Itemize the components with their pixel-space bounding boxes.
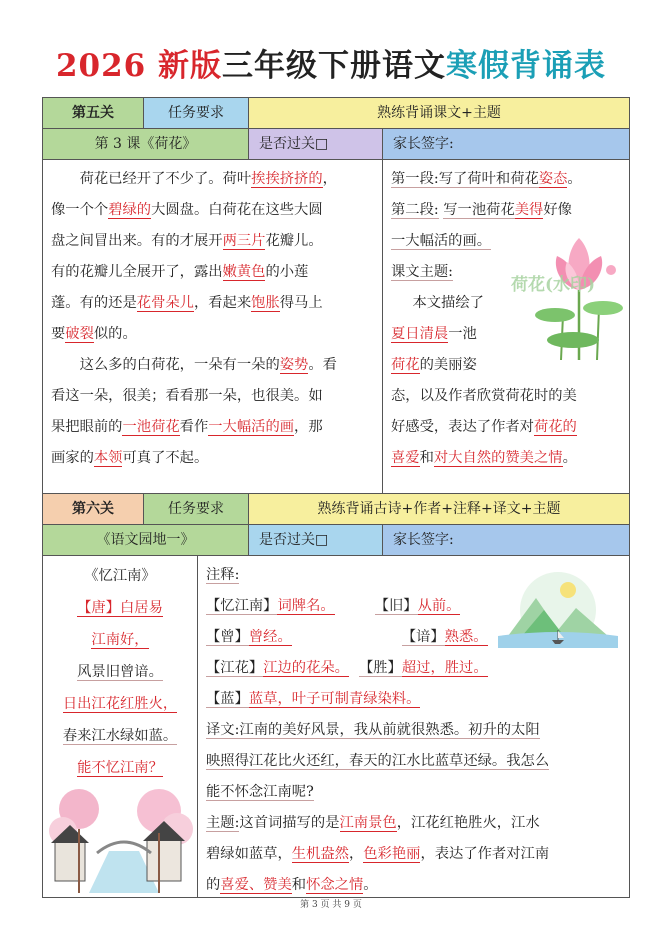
note-def: 词牌名。 xyxy=(277,598,335,614)
keyword: 饱胀 xyxy=(251,295,280,311)
text-seg: 要 xyxy=(51,326,66,342)
theme-text: 一池 xyxy=(448,326,477,342)
keyword: 生机盎然 xyxy=(291,846,349,862)
keyword: 花骨朵儿 xyxy=(136,295,194,311)
note-term: 【蓝】 xyxy=(206,691,249,707)
text-seg: 有的花瓣儿全展开了，露出 xyxy=(51,264,223,280)
poem-text xyxy=(43,556,197,784)
keyword: 姿态 xyxy=(538,171,568,187)
lesson-text xyxy=(43,160,382,474)
level6-body xyxy=(43,556,629,897)
text-seg: ，那 xyxy=(294,419,323,435)
level6-header-row xyxy=(43,494,629,525)
text-seg: 大圆盘。白荷花在这些大圆 xyxy=(151,202,323,218)
text-seg: ， xyxy=(322,171,337,187)
level6-subheader-row xyxy=(43,525,629,556)
note-term: 【忆江南】 xyxy=(206,598,278,614)
theme-text: ，表达了作者对江南 xyxy=(420,846,550,862)
theme-label: 主题: xyxy=(206,815,240,831)
landscape-illustration xyxy=(498,570,618,656)
title-year: 2026 新版 xyxy=(55,48,223,84)
keyword: 江南景色 xyxy=(339,815,397,831)
text-seg: 似的。 xyxy=(93,326,137,342)
note-term: 【江花】 xyxy=(206,660,264,676)
note-def: 蓝草，叶子可制青绿染料。 xyxy=(248,691,421,707)
theme-text: 这首词描写的是 xyxy=(239,815,340,831)
note-term: 【曾】 xyxy=(206,629,249,645)
keyword: 荷花的 xyxy=(533,419,577,435)
page-title xyxy=(0,40,662,85)
theme-text: 本文描绘了 xyxy=(412,295,484,311)
lesson-title: 第 3 课《荷花》 xyxy=(43,129,249,159)
keyword: 色彩艳丽 xyxy=(363,846,421,862)
theme-text: ，江花红艳胜火，江水 xyxy=(396,815,540,831)
page-number: 第 3 页 共 9 页 xyxy=(300,900,362,910)
text-seg: 看作 xyxy=(179,419,209,435)
theme-text: 。 xyxy=(363,877,378,893)
title-subject: 寒假背诵表 xyxy=(446,48,607,84)
text-seg: ，看起来 xyxy=(193,295,252,311)
parent-signature-field[interactable]: 家长签字: xyxy=(383,525,629,555)
keyword: 挨挨挤挤的 xyxy=(251,171,323,187)
text-seg: 蓬。有的还是 xyxy=(51,295,137,311)
recitation-table xyxy=(42,97,630,898)
keyword: 夏日清晨 xyxy=(391,326,449,342)
level5-label: 第五关 xyxy=(43,98,144,128)
keyword: 喜爱、赞美 xyxy=(220,877,292,893)
keyword: 一池荷花 xyxy=(122,419,180,435)
text-seg: 。看 xyxy=(308,357,337,373)
level6-label: 第六关 xyxy=(43,494,144,524)
keyword: 美得 xyxy=(514,202,544,218)
translation-text: 能不怀念江南呢? xyxy=(206,784,314,800)
poem-column xyxy=(43,556,198,897)
para1-text: 写了荷叶和荷花 xyxy=(438,171,539,187)
para1-label: 第一段: xyxy=(391,171,439,187)
translation-label: 译文: xyxy=(206,722,240,738)
theme-text: 的美丽姿 xyxy=(419,357,477,373)
translation-text: 映照得江花比火还红，春天的江水比蓝草还绿。我怎么 xyxy=(206,753,550,769)
pass-checkbox-label[interactable]: 是否过关□ xyxy=(249,525,383,555)
keyword: 嫩黄色 xyxy=(222,264,266,280)
title-grade: 三年级下册语文 xyxy=(222,48,447,84)
poem-line: 春来江水绿如蓝。 xyxy=(62,728,178,744)
poem-line: 能不忆江南？ xyxy=(77,760,163,776)
theme-text: 好感受，表达了作者对 xyxy=(391,419,534,435)
poem-line: 风景旧曾谙。 xyxy=(77,664,163,680)
text-seg: 果把眼前的 xyxy=(51,419,123,435)
para2-text: 一大幅活的画。 xyxy=(391,233,492,249)
poem-author: 【唐】白居易 xyxy=(77,600,163,616)
notes-column xyxy=(198,556,629,897)
requirement-text: 熟练背诵课文+主题 xyxy=(249,98,629,128)
punct: 。 xyxy=(562,450,577,466)
theme-text: ， xyxy=(348,846,364,862)
text-seg: 得马上 xyxy=(279,295,323,311)
note-def: 从前。 xyxy=(417,598,461,614)
text-seg: 盘之间冒出来。有的才展开 xyxy=(51,233,223,249)
theme-text: 和 xyxy=(291,877,307,893)
poem-line: 日出江花红胜火， xyxy=(62,696,178,712)
keyword: 对大自然的赞美之情 xyxy=(433,450,563,466)
text-seg: 荷花已经开了不少了。荷叶 xyxy=(79,171,252,187)
theme-text: 态，以及作者欣赏荷花时的美 xyxy=(391,388,577,404)
note-term: 【谙】 xyxy=(401,629,445,645)
text-seg: 像一个个 xyxy=(51,202,109,218)
note-term: 【胜】 xyxy=(358,660,402,676)
text-seg: 花瓣儿。 xyxy=(265,233,323,249)
level5-subheader-row xyxy=(43,129,629,160)
task-label: 任务要求 xyxy=(144,98,249,128)
text-seg: 画家的 xyxy=(51,450,94,466)
note-def: 曾经。 xyxy=(248,629,292,645)
level5-header-row xyxy=(43,98,629,129)
jiangnan-illustration xyxy=(49,781,193,893)
keyword: 两三片 xyxy=(222,233,266,249)
keyword: 姿势 xyxy=(279,357,309,373)
watermark: 荷花(水印) xyxy=(511,275,596,295)
lesson-summary-column xyxy=(383,160,629,493)
theme-text: 碧绿如蓝草， xyxy=(206,846,292,862)
text-seg: 的小莲 xyxy=(265,264,309,280)
poem-title: 《忆江南》 xyxy=(84,568,156,584)
text-seg: 看这一朵，很美；看看那一朵，也很美。如 xyxy=(51,388,323,404)
para2-text: 写一池荷花 xyxy=(443,202,515,218)
level5-body xyxy=(43,160,629,494)
note-def: 江边的花朵。 xyxy=(263,660,349,676)
keyword: 喜爱 xyxy=(391,450,420,466)
note-def: 熟悉。 xyxy=(444,629,488,645)
text-seg: 这么多的白荷花，一朵有一朵的 xyxy=(79,357,280,373)
note-def: 超过，胜过。 xyxy=(401,660,488,676)
translation-text: 江南的美好风景，我从前就很熟悉。初升的太阳 xyxy=(239,722,540,738)
theme-label: 课文主题: xyxy=(391,264,454,280)
keyword: 碧绿的 xyxy=(108,202,152,218)
theme-text: 的 xyxy=(206,877,221,893)
note-term: 【旧】 xyxy=(374,598,418,614)
text-seg: 可真了不起。 xyxy=(122,450,209,466)
keyword: 本领 xyxy=(93,450,123,466)
keyword: 荷花 xyxy=(391,357,420,373)
pass-checkbox-label[interactable]: 是否过关□ xyxy=(249,129,383,159)
keyword: 一大幅活的画 xyxy=(208,419,295,435)
parent-signature-field[interactable]: 家长签字: xyxy=(383,129,629,159)
para2-text: 好像 xyxy=(543,202,572,218)
notes-label: 注释: xyxy=(206,567,240,583)
theme-text: 和 xyxy=(419,450,434,466)
para2-label: 第二段: xyxy=(391,202,439,218)
requirement-text: 熟练背诵古诗+作者+注释+译文+主题 xyxy=(249,494,629,524)
keyword: 怀念之情 xyxy=(306,877,364,893)
unit-title: 《语文园地一》 xyxy=(43,525,249,555)
punct: 。 xyxy=(567,171,582,187)
keyword: 破裂 xyxy=(65,326,94,342)
lesson-text-column xyxy=(43,160,383,493)
poem-line: 江南好， xyxy=(91,632,149,648)
task-label: 任务要求 xyxy=(144,494,249,524)
